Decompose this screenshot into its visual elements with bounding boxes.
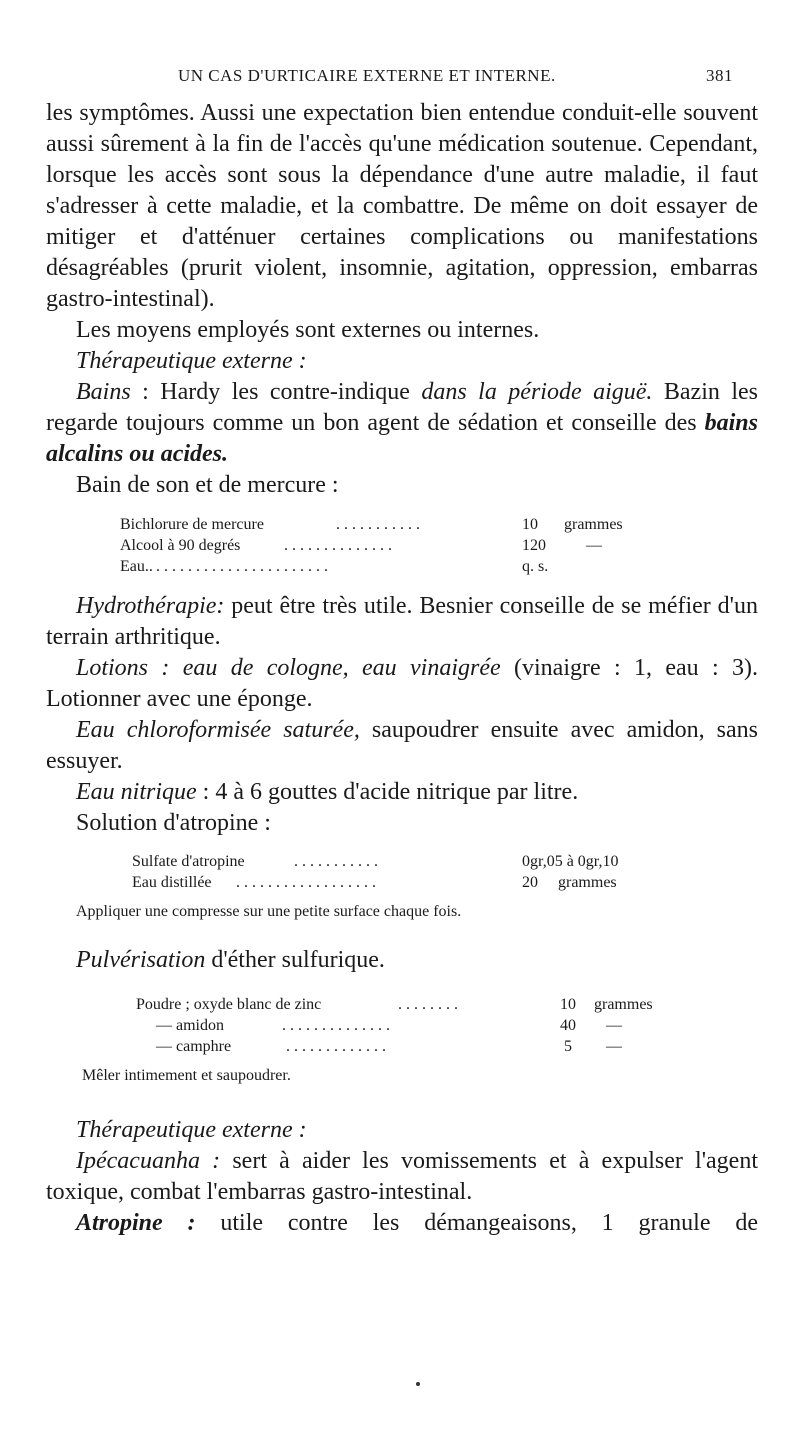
page-header <box>0 66 800 90</box>
paragraph-solution-atropine: Solution d'atropine : <box>76 810 271 836</box>
recipe-poudre <box>46 994 758 1057</box>
recipe-row: Eau.. ...................... q. s. <box>120 558 549 575</box>
recipe-row: Sulfate d'atropine ........... 0gr,05 à 0gr,10 <box>132 853 619 870</box>
heading-therapeutique-externe: Thérapeutique externe : <box>76 348 307 374</box>
recipe-atropine <box>46 851 758 893</box>
recipe-mercure <box>46 514 758 577</box>
paragraph-moyens: Les moyens employés sont externes ou internes. <box>76 317 540 343</box>
note-compresse: Appliquer une compresse sur une petite surface chaque fois. <box>76 903 462 920</box>
recipe-row: — amidon .............. 40 — <box>156 1017 622 1034</box>
paragraph-pulverisation: Pulvérisation d'éther sulfurique. <box>76 947 385 973</box>
paragraph-symptomes: les symptômes. Aussi une expectation bien entendue conduit-elle souvent aussi sûrement à la fin de l'accès qu'une médication soutenue. Cependant, lorsque les accès sont sous la dépendance d'une autre maladie, il faut s'adresser à cette maladie, et la combattre. De même on doit essayer de mitiger et d'atténuer certaines complications ou manifestations désagréables (prurit violent, insomnie, agitation, oppression, embarras gastro-intestinal). <box>46 100 758 312</box>
paragraph-eau-nitrique: Eau nitrique : 4 à 6 gouttes d'acide nitrique par litre. <box>76 779 579 805</box>
page-mark <box>416 1382 420 1386</box>
paragraph-bains: Bains : Hardy les contre-indique dans la période aiguë. Bazin les regarde toujours comme un bon agent de sédation et conseille des bains alcalins ou acides. <box>46 379 759 467</box>
recipe-row: Eau distillée .................. 20 grammes <box>132 874 617 891</box>
recipe-row: Bichlorure de mercure ........... 10 grammes <box>120 516 623 533</box>
paragraph-lotions: Lotions : eau de cologne, eau vinaigrée (vinaigre : 1, eau : 3). Lotionner avec une éponge. <box>46 655 758 712</box>
recipe-row: Poudre ; oxyde blanc de zinc ........ 10 grammes <box>136 996 653 1013</box>
note-meler: Mêler intimement et saupoudrer. <box>82 1067 291 1084</box>
page-number: 381 <box>706 66 733 85</box>
paragraph-hydrotherapie: Hydrothérapie: peut être très utile. Besnier conseille de se méfier d'un terrain arthritique. <box>46 593 758 650</box>
paragraph-eau-chloroformisee: Eau chloroformisée saturée, saupoudrer ensuite avec amidon, sans essuyer. <box>46 717 758 774</box>
heading-therapeutique-externe-2: Thérapeutique externe : <box>76 1117 307 1143</box>
running-title: UN CAS D'URTICAIRE EXTERNE ET INTERNE. <box>178 66 556 85</box>
paragraph-atropine: Atropine : utile contre les démangeaisons, 1 granule de <box>76 1210 758 1236</box>
recipe-row: Alcool à 90 degrés .............. 120 — <box>120 537 602 554</box>
paragraph-ipecacuanha: Ipécacuanha : sert à aider les vomissements et à expulser l'agent toxique, combat l'embarras gastro-intestinal. <box>46 1148 758 1205</box>
bains-label: Bains <box>76 379 131 405</box>
recipe-row: — camphre ............. 5 — <box>156 1038 622 1055</box>
paragraph-bain-son: Bain de son et de mercure : <box>76 472 339 498</box>
page-body <box>46 98 758 1239</box>
